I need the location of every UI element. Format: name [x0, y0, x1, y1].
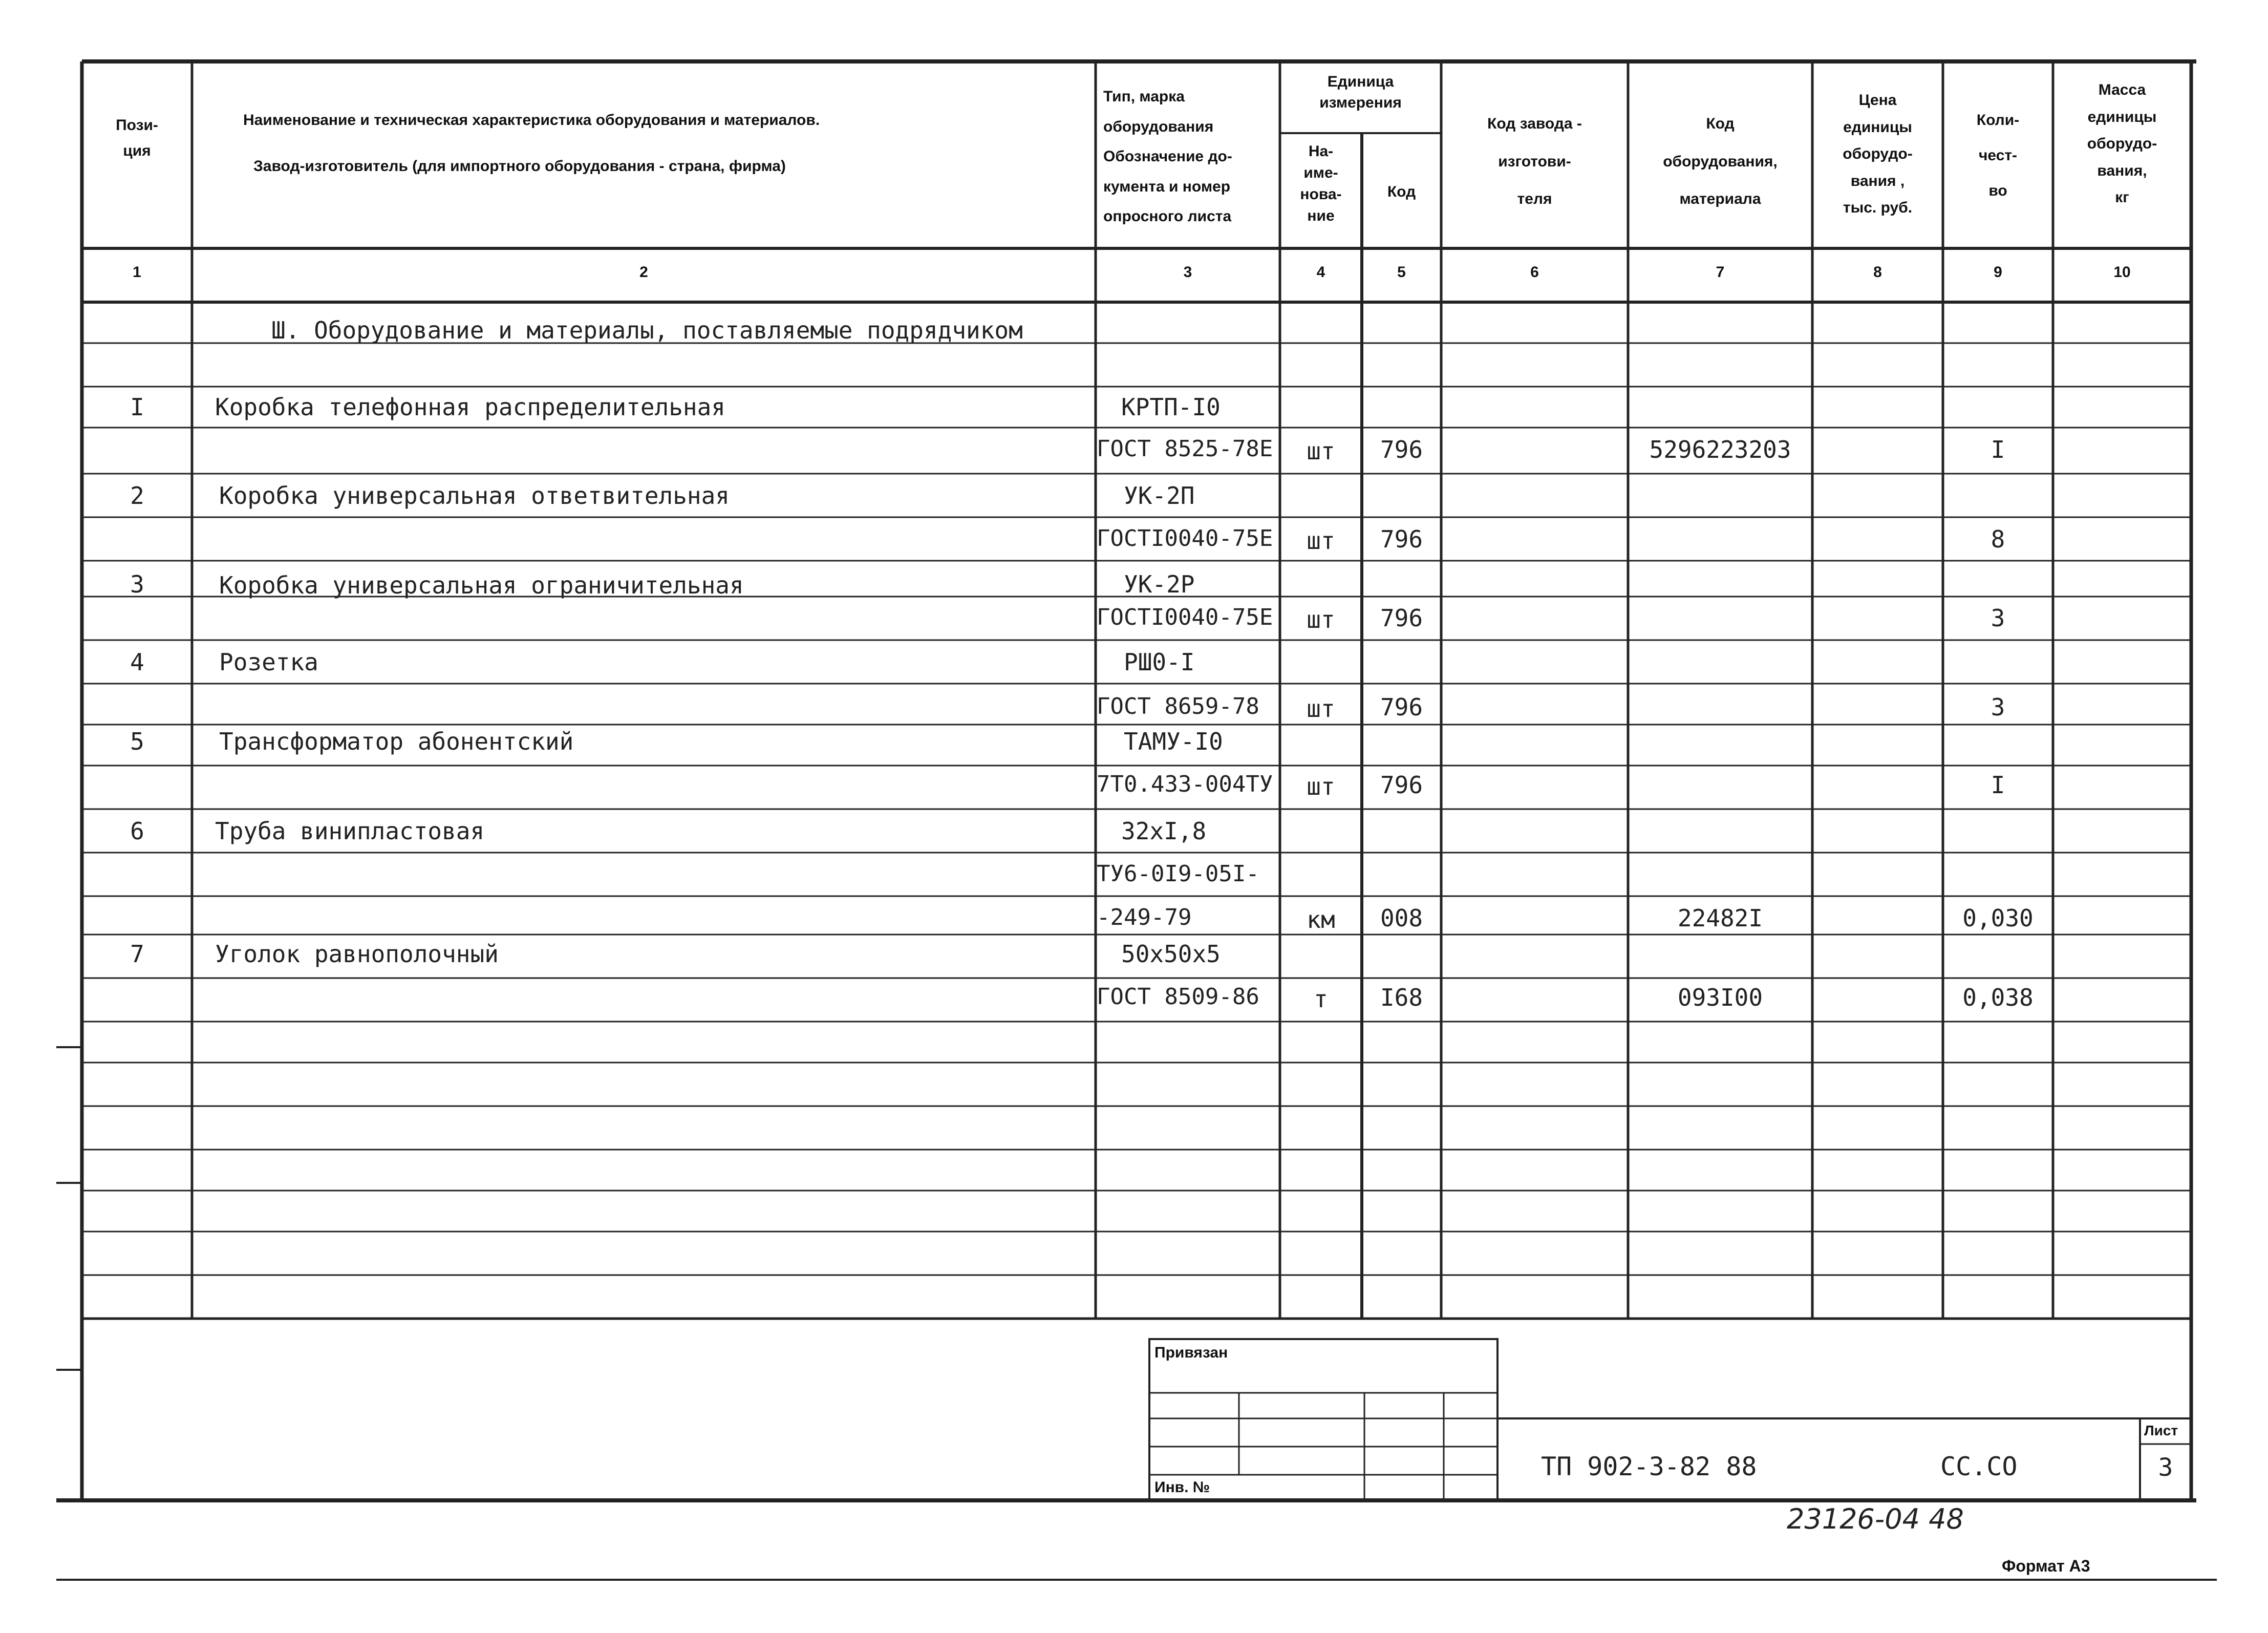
header-unit-name: На- име- нова- ние [1300, 143, 1342, 224]
header-equipment-code: Код оборудования, материала [1663, 115, 1778, 207]
item-document: ГОСТ 8509-86 [1097, 984, 1259, 1010]
item-type: 50х50х5 [1121, 940, 1221, 968]
item-position: 6 [130, 817, 144, 845]
format-label: Формат А3 [2002, 1557, 2090, 1575]
item-unit-code: 796 [1380, 693, 1423, 721]
item-unit-code: I68 [1380, 984, 1423, 1011]
item-document: -249-79 [1097, 904, 1192, 930]
item-quantity: I [1991, 436, 2005, 463]
item-quantity: 3 [1991, 604, 2005, 632]
item-name: Труба винипластовая [215, 817, 485, 845]
column-number-8: 8 [1873, 264, 1882, 281]
column-number-10: 10 [2113, 264, 2131, 281]
header-type: Тип, марка оборудования Обозначение до- кумента и номер опросного листа [1103, 88, 1232, 225]
item-name: Трансформатор абонентский [219, 728, 574, 755]
header-factory-code: Код завода - изготови- теля [1487, 115, 1582, 207]
item-unit: шт [1307, 695, 1335, 723]
item-unit: т [1314, 985, 1328, 1013]
item-type: РШ0-I [1124, 648, 1195, 676]
header-quantity: Коли- чест- во [1976, 112, 2020, 199]
item-unit-code: 796 [1380, 436, 1423, 463]
item-name: Коробка универсальная ответвительная [219, 482, 730, 510]
item-name: Розетка [219, 648, 318, 676]
column-number-3: 3 [1183, 264, 1192, 281]
item-unit: шт [1307, 437, 1335, 465]
column-number-5: 5 [1397, 264, 1406, 281]
item-position: 7 [130, 940, 144, 968]
item-type: УК-2П [1124, 482, 1195, 510]
header-position: Пози- ция [116, 117, 158, 159]
item-type: ТАМУ-I0 [1124, 728, 1223, 755]
item-document: ГОСТI0040-75Е [1097, 604, 1273, 630]
item-unit: км [1307, 906, 1335, 934]
sheet-label: Лист [2144, 1423, 2178, 1438]
header-mass: Масса единицы оборудо- вания, кг [2087, 81, 2157, 206]
item-unit-code: 008 [1380, 904, 1423, 932]
header-name-line1: Наименование и техническая характеристика оборудования и материалов. [243, 112, 820, 129]
section-title: Ш. Оборудование и материалы, поставляемые подрядчиком [271, 316, 1023, 344]
item-document: ГОСТI0040-75Е [1097, 525, 1273, 552]
column-number-6: 6 [1530, 264, 1539, 281]
sheet-number: 3 [2158, 1453, 2173, 1482]
item-position: 3 [130, 570, 144, 598]
item-unit-code: 796 [1380, 771, 1423, 799]
document-code: ТП 902-3-82 88 [1541, 1452, 1757, 1481]
item-equipment-code: 5296223203 [1649, 436, 1791, 463]
item-unit-code: 796 [1380, 525, 1423, 553]
item-unit: шт [1307, 527, 1335, 555]
item-type: УК-2Р [1124, 570, 1195, 598]
document-mark: СС.СО [1940, 1452, 2018, 1481]
item-equipment-code: 093I00 [1677, 984, 1763, 1011]
header-unit: Единица измерения [1319, 73, 1402, 111]
item-position: 5 [130, 728, 144, 755]
item-position: 4 [130, 648, 144, 676]
item-unit-code: 796 [1380, 604, 1423, 632]
item-document: 7Т0.433-004ТУ [1097, 771, 1273, 797]
item-unit: шт [1307, 606, 1335, 633]
item-position: 2 [130, 482, 144, 510]
column-number-1: 1 [133, 264, 141, 281]
header-name-line2: Завод-изготовитель (для импортного оборудования - страна, фирма) [253, 158, 786, 175]
item-quantity: 3 [1991, 693, 2005, 721]
item-position: I [130, 393, 144, 421]
item-quantity: 8 [1991, 525, 2005, 553]
item-name: Коробка универсальная ограничительная [219, 571, 744, 599]
column-number-7: 7 [1716, 264, 1725, 281]
item-name: Уголок равнополочный [215, 940, 499, 968]
inventory-handwritten: 23126-04 48 [1787, 1503, 1964, 1535]
item-type: 32хI,8 [1121, 817, 1207, 845]
stamp-privyazan: Привязан [1154, 1344, 1228, 1361]
header-price: Цена единицы оборудо- вания , тыс. руб. [1843, 92, 1913, 216]
column-number-9: 9 [1994, 264, 2002, 281]
item-document-line1: ТУ6-0I9-05I- [1097, 861, 1259, 887]
item-document: ГОСТ 8659-78 [1097, 693, 1259, 719]
stamp-inventory-number: Инв. № [1154, 1479, 1210, 1496]
header-unit-code: Код [1387, 183, 1416, 200]
item-type: КРТП-I0 [1121, 393, 1221, 421]
item-quantity: 0,030 [1962, 904, 2034, 932]
item-quantity: I [1991, 771, 2005, 799]
item-unit: шт [1307, 773, 1335, 800]
item-equipment-code: 22482I [1677, 904, 1763, 932]
item-name: Коробка телефонная распределительная [215, 393, 725, 421]
item-quantity: 0,038 [1962, 984, 2034, 1011]
item-document: ГОСТ 8525-78Е [1097, 436, 1273, 462]
column-number-4: 4 [1316, 264, 1325, 281]
column-number-2: 2 [639, 264, 648, 281]
